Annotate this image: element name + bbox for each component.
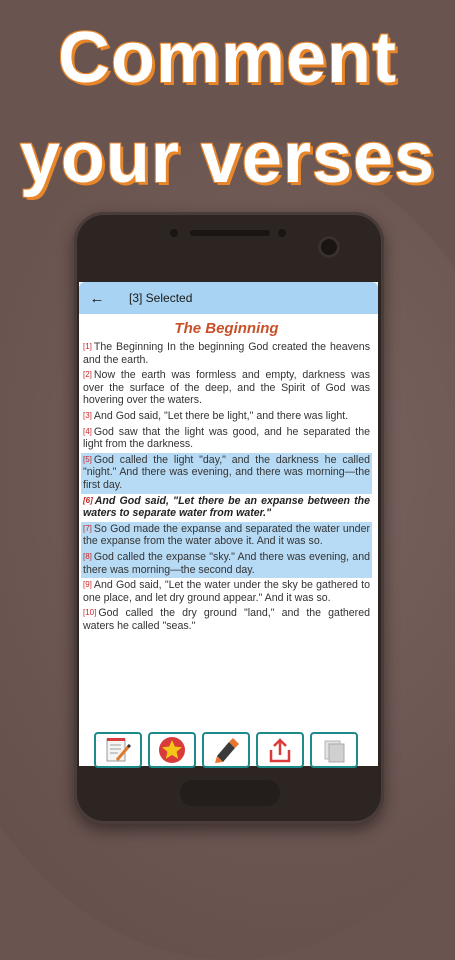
arrow-left-icon[interactable]: ←	[89, 289, 105, 307]
verse-number: [5]	[83, 454, 92, 464]
copy-button[interactable]	[310, 732, 358, 768]
verse-item[interactable]	[81, 578, 372, 606]
note-edit-icon	[103, 736, 133, 764]
verse-item[interactable]	[81, 368, 372, 409]
share-icon	[265, 736, 295, 764]
verse-item[interactable]	[81, 453, 372, 494]
promo-headline-line2: your verses	[19, 118, 436, 198]
verse-text: The Beginning In the beginning God created the heavens and the earth.	[83, 341, 370, 366]
selection-count-title: [3] Selected	[129, 291, 193, 305]
verse-item[interactable]	[81, 409, 372, 425]
verse-item[interactable]	[81, 340, 372, 368]
verse-list	[81, 340, 372, 634]
verse-text: God saw that the light was good, and he separated the light from the darkness.	[83, 425, 370, 451]
verse-number: [4]	[83, 426, 92, 436]
verse-number: [7]	[83, 523, 92, 533]
verse-number: [10]	[83, 608, 97, 618]
promo-headline-line1: Comment	[57, 18, 397, 98]
verse-number: [6]	[83, 495, 93, 505]
verse-item[interactable]	[81, 425, 372, 453]
verse-text: God called the light "day," and the darkness he called "night." And there was evening, and there was morning—the first day.	[83, 453, 370, 491]
home-button[interactable]	[180, 780, 280, 806]
verse-number: [2]	[83, 370, 92, 380]
favorite-button[interactable]	[148, 732, 196, 768]
verse-text: God called the dry ground "land," and the gathered waters he called "seas."	[83, 607, 370, 632]
chapter-content	[79, 314, 378, 634]
app-screen	[79, 282, 378, 766]
verse-text: And God said, "Let there be an expanse between the waters to separate water from water."	[83, 494, 370, 520]
sensor-dot	[170, 229, 178, 237]
phone-speaker	[190, 230, 270, 236]
verse-item[interactable]	[81, 550, 372, 578]
verse-item[interactable]	[81, 522, 372, 550]
verse-text: God called the expanse "sky." And there was evening, and there was morning—the second day.	[83, 550, 370, 576]
verse-text: And God said, "Let there be light," and there was light.	[93, 409, 349, 422]
sensor-dot	[278, 229, 286, 237]
verse-number: [8]	[83, 551, 92, 561]
front-camera	[318, 236, 340, 258]
verse-item[interactable]	[81, 494, 372, 522]
verse-text: And God said, "Let the water under the sky be gathered to one place, and let dry ground appear." And it was so.	[83, 579, 370, 604]
verse-text: So God made the expanse and separated the water under the expanse from the water above it. And it was so.	[83, 522, 370, 548]
verse-number: [1]	[83, 342, 92, 351]
app-bar	[79, 282, 378, 314]
verse-number: [3]	[83, 410, 92, 420]
highlighter-icon	[211, 736, 241, 764]
highlight-button[interactable]	[202, 732, 250, 768]
verse-item[interactable]	[81, 606, 372, 634]
star-favorite-icon	[157, 735, 187, 765]
verse-number: [9]	[83, 580, 92, 590]
add-note-button[interactable]	[94, 732, 142, 768]
copy-icon	[319, 736, 349, 764]
chapter-title: The Beginning	[174, 320, 279, 337]
share-button[interactable]	[256, 732, 304, 768]
verse-text: Now the earth was formless and empty, darkness was over the surface of the deep, and the Spirit of God was hovering over the waters.	[83, 369, 370, 407]
action-toolbar	[94, 730, 364, 770]
